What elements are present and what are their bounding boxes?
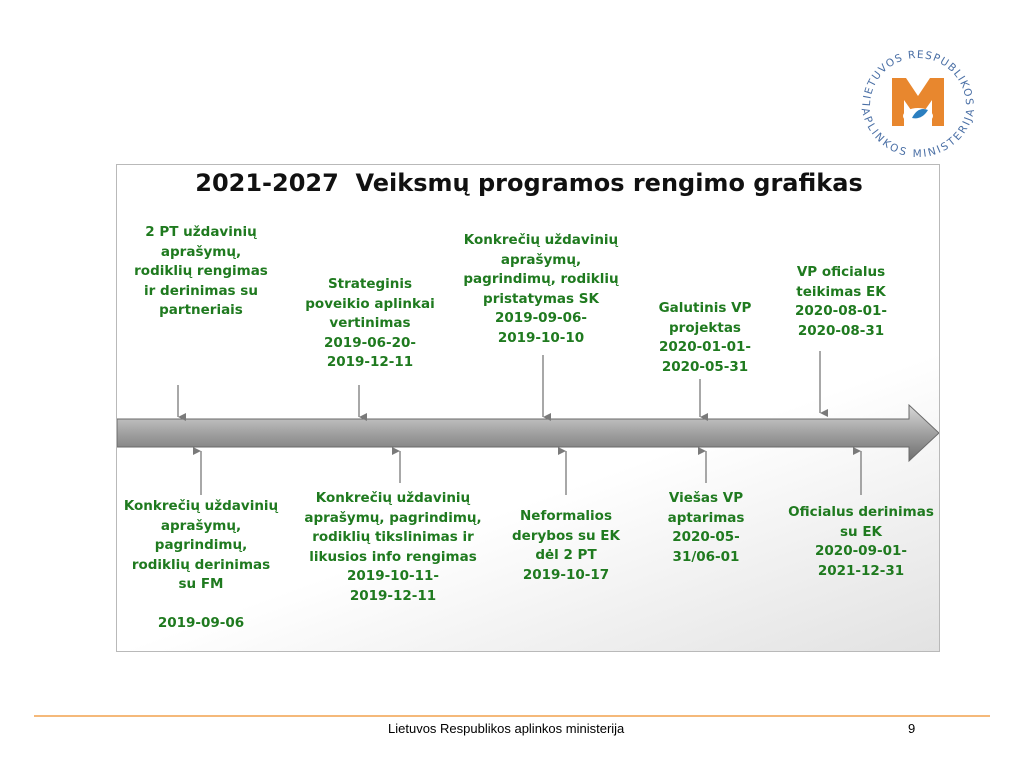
milestone-line: Oficialus derinimas bbox=[788, 504, 934, 520]
milestone-line: aptarimas bbox=[667, 509, 745, 526]
slide-title: 2021-2027 Veiksmų programos rengimo grafikas bbox=[195, 169, 863, 197]
milestone-line: su EK bbox=[839, 523, 883, 540]
timeline-arrow bbox=[117, 405, 939, 461]
milestone-line: 2019-06-20- bbox=[324, 334, 416, 351]
milestone-line: 2019-09-06- bbox=[495, 310, 587, 326]
milestone-line: ir derinimas su bbox=[144, 282, 258, 299]
milestone-line: 2020-09-01- bbox=[815, 543, 907, 559]
milestone-line: su FM bbox=[178, 576, 224, 592]
milestone-line: 2019-10-10 bbox=[497, 329, 585, 346]
page-number: 9 bbox=[908, 721, 916, 736]
milestone-line: 2021-12-31 bbox=[817, 562, 905, 579]
milestone-line: 2020-08-31 bbox=[797, 322, 885, 339]
logo-arc-bottom: APLINKOS MINISTERIJA bbox=[858, 106, 978, 161]
milestone-line: rodiklių rengimas bbox=[134, 263, 268, 279]
milestone-line: teikimas EK bbox=[796, 283, 886, 300]
milestone-label-above-2 bbox=[305, 275, 434, 373]
milestone-line: 2019-12-11 bbox=[326, 354, 414, 370]
milestone-label-below-2 bbox=[304, 489, 481, 606]
milestone-line: Strateginis bbox=[327, 276, 413, 292]
footer-text: Lietuvos Respublikos aplinkos ministerija bbox=[388, 721, 625, 736]
milestone-line: rodiklių derinimas bbox=[131, 556, 271, 573]
milestone-label-below-3 bbox=[512, 507, 620, 585]
milestone-line: aprašymų, bbox=[160, 517, 242, 534]
ministry-logo bbox=[856, 40, 980, 164]
milestone-line: Neformalios bbox=[519, 508, 613, 524]
milestone-line: aprašymų, pagrindimų, bbox=[304, 509, 482, 526]
milestone-line: Viešas VP bbox=[668, 490, 744, 506]
milestone-line: aprašymų, bbox=[160, 243, 242, 260]
milestone-line: 2019-10-17 bbox=[522, 566, 610, 583]
milestone-line: 2020-05- bbox=[672, 529, 740, 545]
milestone-line: Konkrečių uždavinių bbox=[463, 232, 619, 248]
milestone-line: 2020-05-31 bbox=[661, 358, 749, 375]
milestone-line: Konkrečių uždavinių bbox=[123, 498, 279, 514]
milestone-line: vertinimas bbox=[329, 315, 411, 331]
logo-arc-top: LIETUVOS RESPUBLIKOS bbox=[860, 48, 976, 107]
timeline-panel bbox=[116, 164, 940, 652]
milestone-line: 2020-08-01- bbox=[795, 303, 887, 319]
milestone-line: Galutinis VP bbox=[658, 300, 752, 316]
emblem-icon bbox=[892, 78, 944, 126]
milestone-line: poveikio aplinkai bbox=[305, 295, 435, 312]
milestone-line: rodiklių tikslinimas ir bbox=[312, 529, 474, 545]
milestone-line: 2019-12-11 bbox=[349, 587, 437, 604]
milestone-line: projektas bbox=[669, 319, 741, 336]
milestone-line: dėl 2 PT bbox=[535, 547, 597, 563]
milestone-label-above-3 bbox=[463, 231, 618, 348]
milestone-line: 2019-09-06 bbox=[157, 615, 245, 631]
milestone-line: partneriais bbox=[159, 302, 243, 318]
milestone-label-below-4 bbox=[668, 489, 745, 567]
milestone-line: 2020-01-01- bbox=[659, 339, 751, 355]
milestone-line: pagrindimų, bbox=[154, 537, 248, 553]
milestone-line: derybos su EK bbox=[512, 527, 620, 544]
milestone-line: likusios info rengimas bbox=[309, 548, 477, 565]
milestone-line: 31/06-01 bbox=[672, 548, 740, 565]
milestone-label-below-5 bbox=[788, 503, 934, 581]
milestone-line: 2 PT uždavinių bbox=[145, 224, 257, 240]
milestone-line: 2019-10-11- bbox=[347, 568, 439, 584]
milestone-line: pristatymas SK bbox=[483, 290, 599, 307]
milestone-line: pagrindimų, rodiklių bbox=[463, 271, 619, 287]
milestone-line: Konkrečių uždavinių bbox=[315, 490, 471, 506]
milestone-line bbox=[124, 595, 278, 615]
milestone-line: aprašymų, bbox=[500, 251, 582, 268]
milestone-label-below-1 bbox=[124, 497, 278, 634]
footer-divider bbox=[34, 715, 990, 717]
milestone-line: VP oficialus bbox=[796, 264, 886, 280]
milestone-label-above-4 bbox=[659, 299, 752, 377]
milestone-label-above-5 bbox=[795, 263, 887, 341]
milestone-label-above-1 bbox=[134, 223, 268, 321]
